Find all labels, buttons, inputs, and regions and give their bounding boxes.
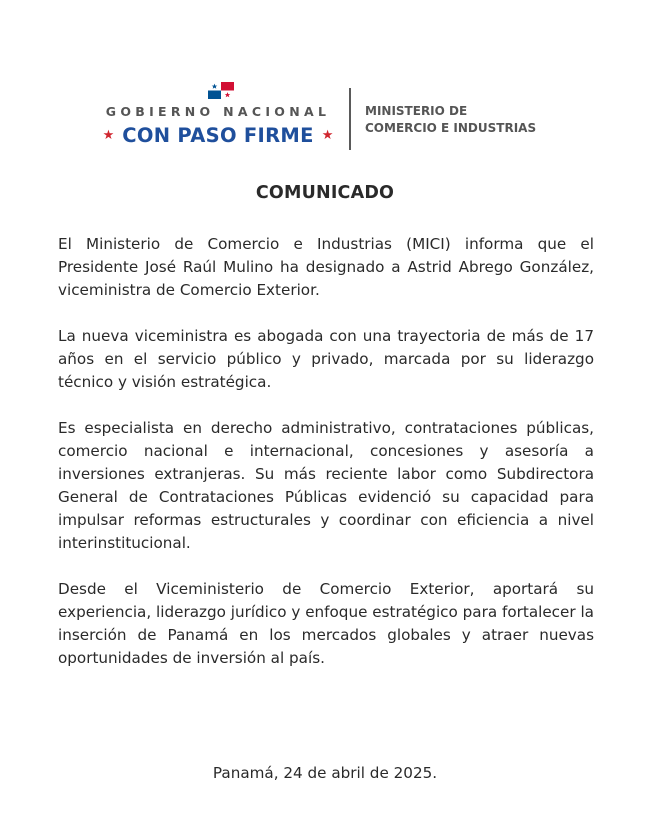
document-date: Panamá, 24 de abril de 2025. [212,764,438,782]
header-divider [349,88,351,150]
red-star-icon: ★ [102,127,115,143]
paragraph: La nueva viceministra es abogada con una trayectoria de más de 17 años en el servicio público y privado, marcada por su liderazgo técnico y visión estratégica. [58,327,594,391]
paragraph: Desde el Viceministerio de Comercio Exterior, aportará su experiencia, liderazgo jurídico y enfoque estratégico para fortalecer la inserción de Panamá en los mercados globales y atraer nuevas oportunidades de inversión al país. [58,580,594,667]
document-body [58,233,594,693]
ministry-name [365,103,585,137]
panama-flag-icon [208,82,234,99]
paragraph: El Ministerio de Comercio e Industrias (MICI) informa que el Presidente José Raúl Mulino ha designado a Astrid Abrego González, viceministra de Comercio Exterior. [58,235,594,299]
ministry-line-1: MINISTERIO DE [365,104,468,118]
document-title: COMUNICADO [255,183,395,203]
slogan-text: CON PASO FIRME [122,123,314,147]
red-star-icon: ★ [321,127,334,143]
government-line: GOBIERNO NACIONAL [105,104,331,119]
letterhead [0,78,650,158]
paragraph: Es especialista en derecho administrativo, contrataciones públicas, comercio nacional e internacional, concesiones y asesoría a inversiones extranjeras. Su más reciente labor como Subdirectora General de Contrataciones Públicas evidenció su capacidad para impulsar reformas estructurales y coordinar con eficiencia a nivel interinstitucional. [58,419,594,552]
ministry-line-2: COMERCIO E INDUSTRIAS [365,121,537,135]
slogan-line [100,121,336,149]
